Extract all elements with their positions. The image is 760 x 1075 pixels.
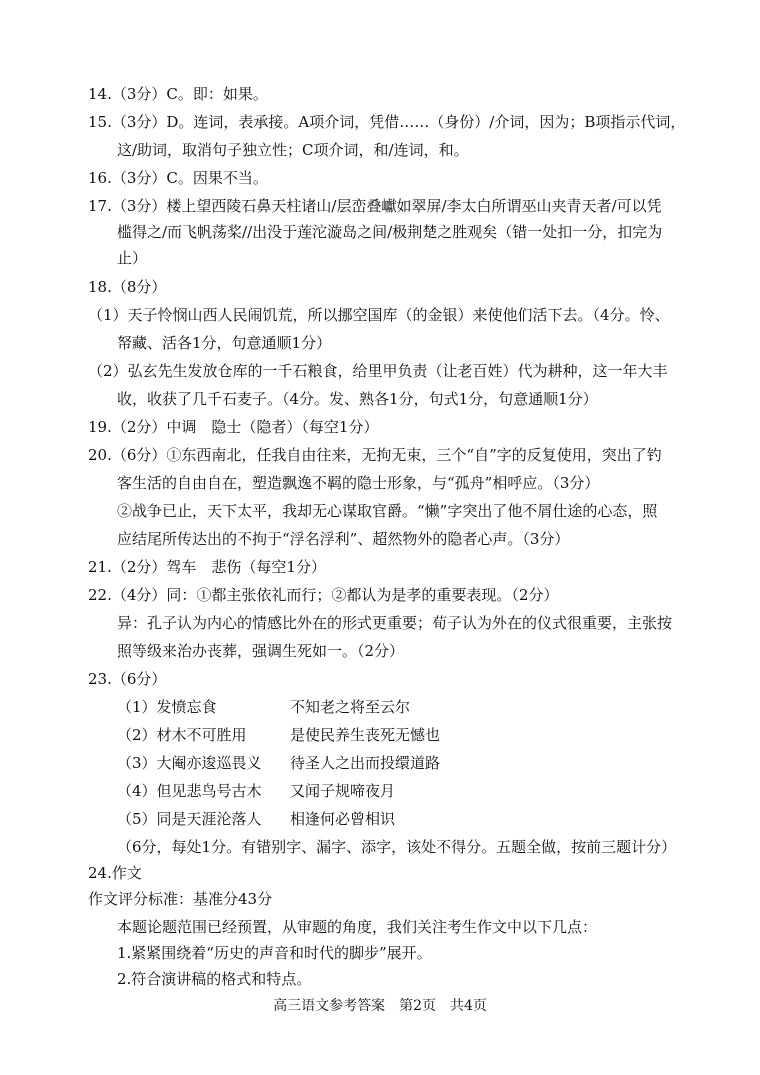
answer-24-heading: 24.作文: [88, 864, 142, 882]
answer-23-item: [117, 753, 262, 773]
essay-intro: 本题论题范围已经预置，从审题的角度，我们关注考生作文中以下几点：: [117, 918, 598, 936]
answer-18-1-line1: （1）天子怜悯山西人民闹饥荒，所以挪空国库（的金银）来使他们活下去。（4分。怜、: [88, 306, 670, 324]
answer-23-item-b: 不知老之将至云尔: [290, 698, 411, 716]
essay-point-2: 2.符合演讲稿的格式和特点。: [117, 970, 312, 988]
answer-18-heading: 18.（8分）: [88, 278, 167, 296]
answer-23-item-a: （3）大阉亦逡巡畏义: [117, 754, 262, 772]
answer-14: 14.（3分）C。即：如果。: [88, 85, 268, 103]
answer-21: 21.（2分）驾车 悲伤（每空1分）: [88, 558, 326, 576]
answer-18-2-line1: （2）弘玄先生发放仓库的一千石粮食，给里甲负责（让老百姓）代为耕种，这一年大丰: [88, 362, 668, 380]
answer-23-heading: 23.（6分）: [88, 670, 167, 688]
answer-23-item-a: （5）同是天涯沦落人: [117, 810, 262, 828]
answer-20-line4: 应结尾所传达出的不拘于“浮名浮利”、超然物外的隐者心声。（3分）: [117, 530, 570, 548]
answer-23-item: [117, 809, 262, 829]
answer-20-line3: ②战争已止，天下太平，我却无心谋取官爵。“懒”字突出了他不屑仕途的心态，照: [117, 502, 658, 520]
answer-19: 19.（2分）中调 隐士（隐者）（每空1分）: [88, 418, 379, 436]
answer-23-item-b: 相逢何必曾相识: [290, 810, 396, 828]
answer-17-line2: 槛得之/而飞帆荡桨//出没于莲沱漩岛之间/极荆楚之胜观矣（错一处扣一分，扣完为: [117, 223, 663, 241]
answer-23-item-b: 待圣人之出而投缳道路: [290, 754, 441, 772]
answer-22-line3: 照等级来治办丧葬，强调生死如一。（2分）: [117, 642, 405, 660]
answer-20-line1: 20.（6分）①东西南北，任我自由往来，无拘无束，三个“自”字的反复使用，突出了钓: [88, 446, 662, 464]
answer-15-line1: 15.（3分）D。连词，表承接。A项介词，凭借……（身份）/介词，因为；B项指示代词，: [88, 113, 686, 131]
answer-23-item: [117, 697, 217, 717]
answer-22-line2: 异：孔子认为内心的情感比外在的形式更重要；荀子认为外在的仪式很重要，主张按: [117, 614, 673, 632]
answer-23-item-b: 又闻子规啼夜月: [290, 782, 396, 800]
answer-22-line1: 22.（4分）同：①都主张依礼而行；②都认为是孝的重要表现。（2分）: [88, 586, 559, 604]
answer-23-item: [117, 725, 247, 745]
answer-23-item-a: （4）但见悲鸟号古木: [117, 782, 262, 800]
answer-23-scoring: （6分，每处1分。有错别字、漏字、添字，该处不得分。五题全做，按前三题计分）: [117, 838, 677, 856]
answer-23-item-a: （2）材木不可胜用: [117, 726, 247, 744]
answer-15-line2: 这/助词，取消句子独立性；C项介词，和/连词，和。: [117, 141, 469, 159]
essay-scoring-standard: 作文评分标准：基准分43分: [88, 890, 273, 908]
answer-23-item-a: （1）发愤忘食: [117, 698, 217, 716]
answer-20-line2: 客生活的自由自在，塑造飘逸不羁的隐士形象，与“孤舟”相呼应。（3分）: [117, 474, 600, 492]
answer-23-item: [117, 781, 262, 801]
answer-16: 16.（3分）C。因果不当。: [88, 169, 268, 187]
answer-17-line3: 止）: [117, 249, 148, 267]
answer-18-1-line2: 帑藏、活各1分，句意通顺1分）: [117, 334, 332, 352]
page-footer: 高三语文参考答案 第2页 共4页: [273, 998, 487, 1014]
answer-23-item-b: 是使民养生丧死无憾也: [290, 726, 441, 744]
essay-point-1: 1.紧紧围绕着“历史的声音和时代的脚步”展开。: [117, 944, 432, 962]
answer-18-2-line2: 收，收获了几千石麦子。（4分。发、熟各1分，句式1分，句意通顺1分）: [117, 390, 598, 408]
answer-17-line1: 17.（3分）楼上望西陵石鼻天柱诸山/层峦叠巘如翠屏/李太白所谓巫山夹青天者/可以凭: [88, 197, 662, 215]
